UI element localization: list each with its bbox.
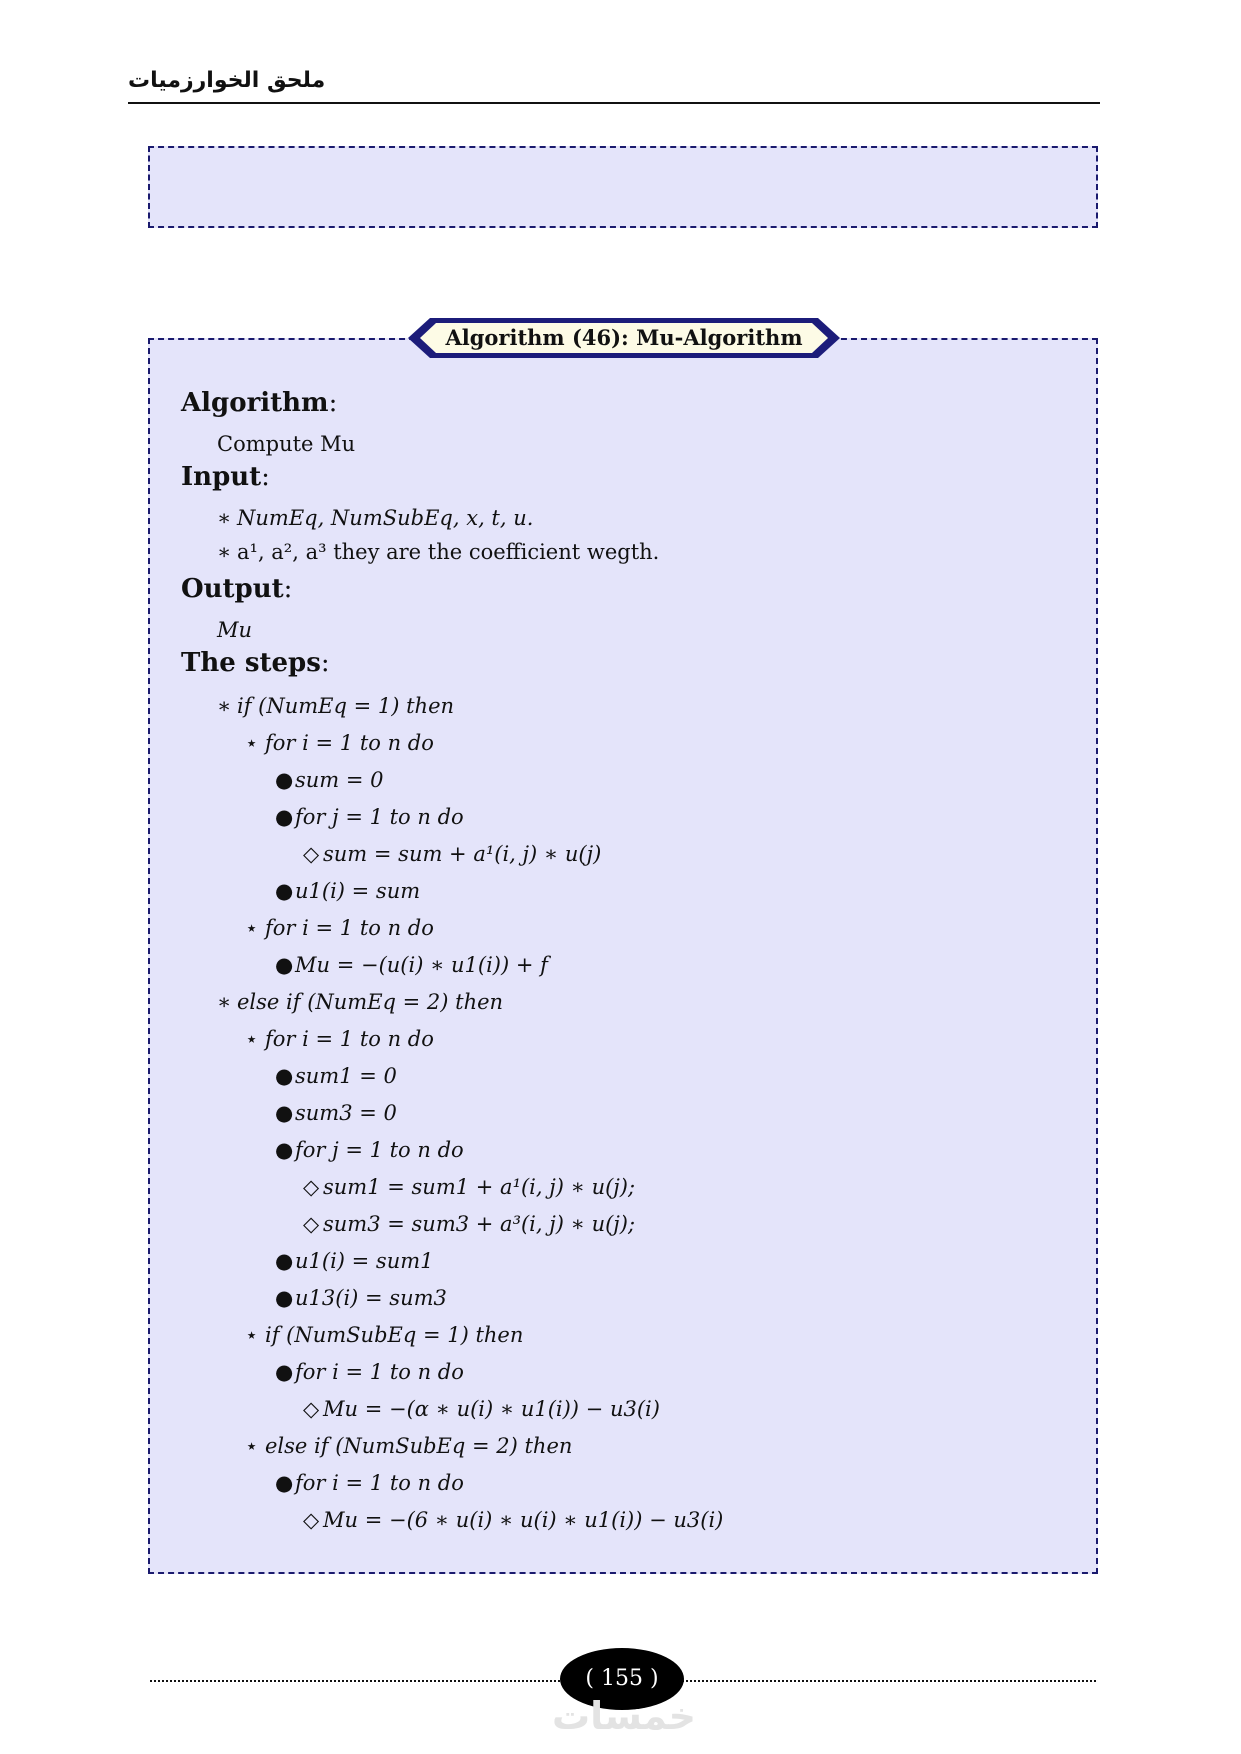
star-icon: ⋆ bbox=[245, 1434, 259, 1458]
step-line bbox=[217, 988, 503, 1016]
diamond-icon: ◇ bbox=[303, 842, 320, 866]
step-text: u1(i) = sum1 bbox=[295, 1249, 434, 1273]
output-line bbox=[217, 616, 252, 644]
asterisk-icon: ∗ bbox=[217, 506, 232, 530]
step-text: Mu = −(6 ∗ u(i) ∗ u(i) ∗ u1(i)) − u3(i) bbox=[323, 1508, 724, 1532]
step-line bbox=[245, 914, 434, 942]
algorithm-description bbox=[217, 430, 355, 458]
star-icon: ⋆ bbox=[245, 916, 259, 940]
section-output-heading bbox=[181, 574, 292, 604]
section-algorithm-label: Algorithm bbox=[181, 388, 329, 418]
step-text: for j = 1 to n do bbox=[295, 805, 464, 829]
step-text: for i = 1 to n do bbox=[265, 1027, 434, 1051]
page-header bbox=[128, 62, 1100, 104]
step-line bbox=[275, 1247, 434, 1275]
step-text: for i = 1 to n do bbox=[295, 1471, 464, 1495]
algorithm-title: Algorithm (46): Mu-Algorithm bbox=[445, 325, 803, 350]
bullet-icon: ● bbox=[275, 1064, 294, 1088]
bullet-icon: ● bbox=[275, 1101, 294, 1125]
step-line bbox=[245, 1321, 523, 1349]
asterisk-icon: ∗ bbox=[217, 540, 232, 564]
asterisk-icon: ∗ bbox=[217, 694, 232, 718]
section-colon: : bbox=[261, 462, 270, 492]
bullet-icon: ● bbox=[275, 1249, 294, 1273]
asterisk-icon: ∗ bbox=[217, 990, 232, 1014]
step-text: sum = 0 bbox=[295, 768, 384, 792]
step-line bbox=[275, 1284, 447, 1312]
step-text: u1(i) = sum bbox=[295, 879, 421, 903]
step-text: for i = 1 to n do bbox=[265, 731, 434, 755]
section-input-label: Input bbox=[181, 462, 262, 492]
section-steps-heading bbox=[181, 648, 330, 678]
step-text: for j = 1 to n do bbox=[295, 1138, 464, 1162]
bullet-icon: ● bbox=[275, 879, 294, 903]
step-line bbox=[245, 729, 434, 757]
bullet-icon: ● bbox=[275, 953, 294, 977]
input-line-text: a¹, a², a³ they are the coefficient wegth. bbox=[237, 540, 660, 564]
diamond-icon: ◇ bbox=[303, 1175, 320, 1199]
step-line bbox=[275, 803, 464, 831]
watermark: خمسات bbox=[552, 1694, 696, 1738]
diamond-icon: ◇ bbox=[303, 1508, 320, 1532]
star-icon: ⋆ bbox=[245, 1323, 259, 1347]
section-algorithm-heading bbox=[181, 388, 337, 418]
bullet-icon: ● bbox=[275, 805, 294, 829]
section-colon: : bbox=[328, 388, 338, 418]
step-line bbox=[275, 766, 384, 794]
bullet-icon: ● bbox=[275, 768, 294, 792]
step-line bbox=[275, 1358, 464, 1386]
step-text: if (NumSubEq = 1) then bbox=[265, 1323, 524, 1347]
step-line bbox=[303, 840, 601, 868]
step-line bbox=[303, 1506, 723, 1534]
step-line bbox=[275, 951, 548, 979]
step-text: else if (NumSubEq = 2) then bbox=[265, 1434, 573, 1458]
algorithm-title-banner bbox=[406, 316, 842, 360]
step-line bbox=[275, 1469, 464, 1497]
step-line bbox=[275, 1099, 397, 1127]
step-text: sum3 = sum3 + a³(i, j) ∗ u(j); bbox=[323, 1212, 636, 1236]
input-line bbox=[217, 538, 659, 566]
step-text: u13(i) = sum3 bbox=[295, 1286, 447, 1310]
section-input-heading bbox=[181, 462, 270, 492]
step-text: if (NumEq = 1) then bbox=[237, 694, 455, 718]
star-icon: ⋆ bbox=[245, 1027, 259, 1051]
step-text: else if (NumEq = 2) then bbox=[237, 990, 504, 1014]
bullet-icon: ● bbox=[275, 1286, 294, 1310]
step-line bbox=[303, 1173, 635, 1201]
bullet-icon: ● bbox=[275, 1471, 294, 1495]
bullet-icon: ● bbox=[275, 1360, 294, 1384]
step-text: Mu = −(u(i) ∗ u1(i)) + f bbox=[295, 953, 548, 977]
page-number: ( 155 ) bbox=[560, 1648, 684, 1710]
section-colon: : bbox=[283, 574, 293, 604]
header-title: ملحق الخوارزميات bbox=[128, 68, 326, 93]
step-line bbox=[275, 1062, 397, 1090]
step-text: sum1 = 0 bbox=[295, 1064, 397, 1088]
section-output-label: Output bbox=[181, 574, 284, 604]
step-text: sum3 = 0 bbox=[295, 1101, 397, 1125]
step-text: sum1 = sum1 + a¹(i, j) ∗ u(j); bbox=[323, 1175, 636, 1199]
step-line bbox=[245, 1025, 434, 1053]
step-text: Mu = −(α ∗ u(i) ∗ u1(i)) − u3(i) bbox=[323, 1397, 660, 1421]
bullet-icon: ● bbox=[275, 1138, 294, 1162]
output-text: Mu bbox=[217, 618, 253, 642]
step-text: for i = 1 to n do bbox=[295, 1360, 464, 1384]
input-line-text: NumEq, NumSubEq, x, t, u. bbox=[237, 506, 534, 530]
step-line bbox=[303, 1210, 635, 1238]
step-line bbox=[275, 1136, 464, 1164]
step-line bbox=[303, 1395, 660, 1423]
step-line bbox=[275, 877, 420, 905]
step-line bbox=[245, 1432, 572, 1460]
step-text: for i = 1 to n do bbox=[265, 916, 434, 940]
input-line bbox=[217, 504, 533, 532]
step-line bbox=[217, 692, 454, 720]
step-text: sum = sum + a¹(i, j) ∗ u(j) bbox=[323, 842, 602, 866]
star-icon: ⋆ bbox=[245, 731, 259, 755]
diamond-icon: ◇ bbox=[303, 1397, 320, 1421]
empty-box bbox=[148, 146, 1098, 228]
section-steps-label: The steps bbox=[181, 648, 321, 678]
section-colon: : bbox=[320, 648, 330, 678]
algorithm-text: Compute Mu bbox=[217, 432, 356, 456]
diamond-icon: ◇ bbox=[303, 1212, 320, 1236]
